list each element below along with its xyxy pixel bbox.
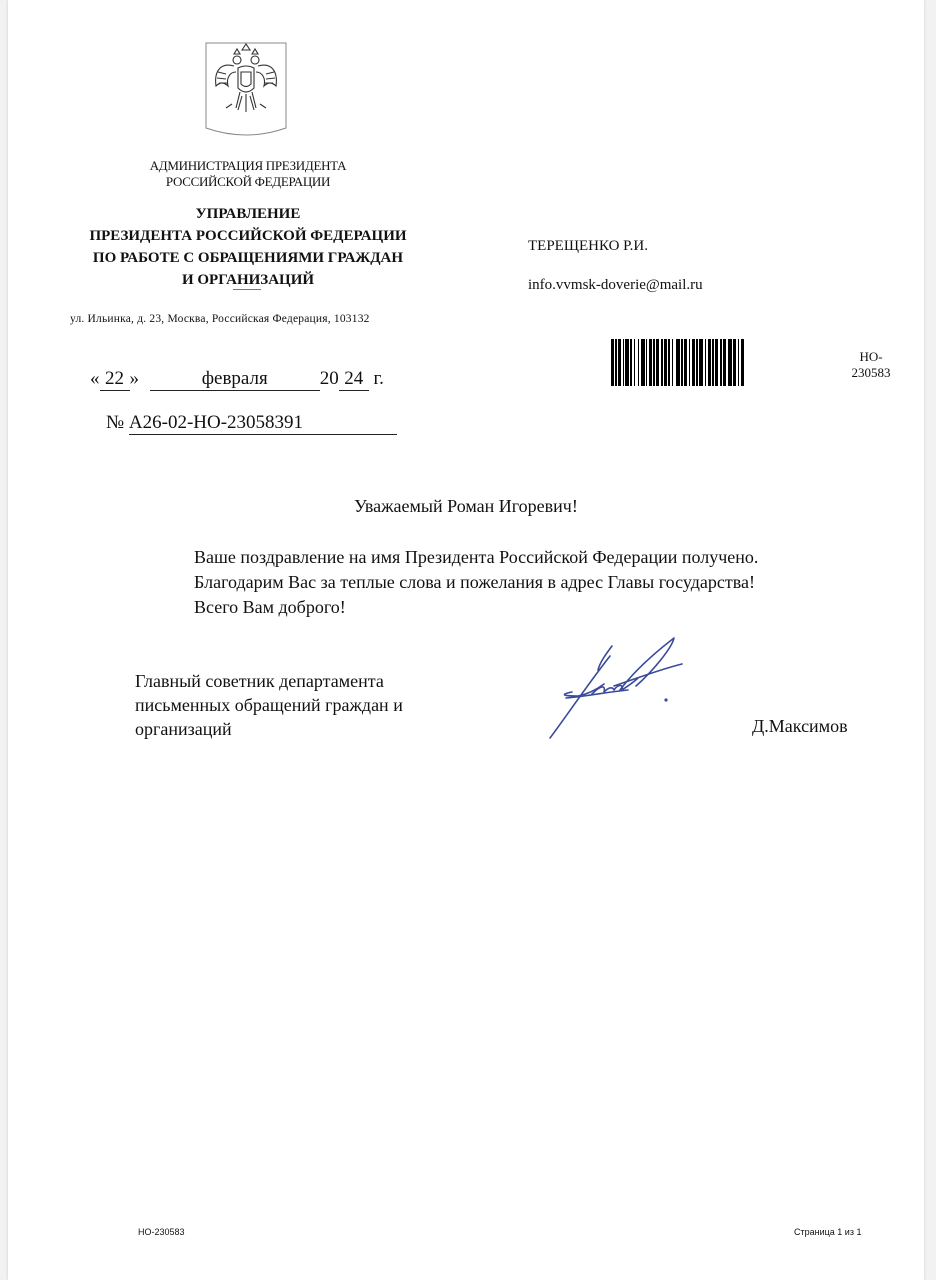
recipient-name: ТЕРЕЩЕНКО Р.И. bbox=[528, 238, 648, 254]
reference-prefix: № bbox=[106, 412, 125, 433]
dept-line-1: УПРАВЛЕНИЕ bbox=[195, 206, 301, 222]
barcode-label-line-2: 230583 bbox=[851, 365, 891, 380]
dept-line-2: ПРЕЗИДЕНТА РОССИЙСКОЙ ФЕДЕРАЦИИ bbox=[89, 228, 407, 244]
date-day: 22 bbox=[100, 368, 130, 391]
admin-line-1: АДМИНИСТРАЦИЯ ПРЕЗИДЕНТА bbox=[149, 158, 347, 173]
footer-page-info: Страница 1 из 1 bbox=[794, 1227, 862, 1237]
barcode-label-line-1: НО- bbox=[859, 349, 883, 364]
handwritten-signature-icon bbox=[548, 634, 688, 742]
reference-value: А26-02-НО-23058391 bbox=[129, 412, 397, 435]
body-line-1: Ваше поздравление на имя Президента Российской Федерации получено. bbox=[194, 547, 759, 567]
footer-doc-code: НО-230583 bbox=[138, 1227, 185, 1237]
position-line-1: Главный советник департамента bbox=[135, 671, 384, 691]
signer-position bbox=[135, 669, 455, 741]
barcode-label bbox=[846, 349, 896, 381]
document-page bbox=[8, 0, 924, 1280]
position-line-2: письменных обращений граждан и bbox=[135, 695, 403, 715]
administration-title bbox=[98, 158, 398, 190]
position-line-3: организаций bbox=[135, 719, 232, 739]
body-line-3: Всего Вам доброго! bbox=[194, 597, 346, 617]
dept-line-3: ПО РАБОТЕ С ОБРАЩЕНИЯМИ ГРАЖДАН bbox=[92, 250, 404, 266]
body-line-2: Благодарим Вас за теплые слова и пожелания в адрес Главы государства! bbox=[194, 572, 755, 592]
admin-line-2: РОССИЙСКОЙ ФЕДЕРАЦИИ bbox=[165, 174, 331, 189]
department-title bbox=[68, 203, 428, 291]
date-year-suffix: 24 bbox=[339, 368, 369, 391]
recipient-email: info.vvmsk-doverie@mail.ru bbox=[528, 277, 703, 293]
barcode-icon bbox=[611, 339, 835, 386]
date-month: февраля bbox=[150, 368, 320, 391]
letter-greeting: Уважаемый Роман Игоревич! bbox=[354, 496, 578, 516]
sender-address: ул. Ильинка, д. 23, Москва, Российская Федерация, 103132 bbox=[70, 313, 370, 325]
dept-line-4: И ОРГАНИЗАЦИЙ bbox=[181, 272, 315, 288]
letter-date bbox=[90, 368, 384, 391]
letter-body bbox=[194, 545, 874, 620]
divider bbox=[233, 289, 261, 290]
date-close-quote: » bbox=[129, 368, 139, 389]
signer-name: Д.Максимов bbox=[752, 716, 848, 736]
date-year-mark: г. bbox=[373, 368, 384, 389]
date-year-prefix: 20 bbox=[319, 368, 339, 389]
date-open-quote: « bbox=[90, 368, 100, 389]
reference-number bbox=[106, 412, 397, 435]
russian-coat-of-arms-icon bbox=[204, 42, 288, 138]
